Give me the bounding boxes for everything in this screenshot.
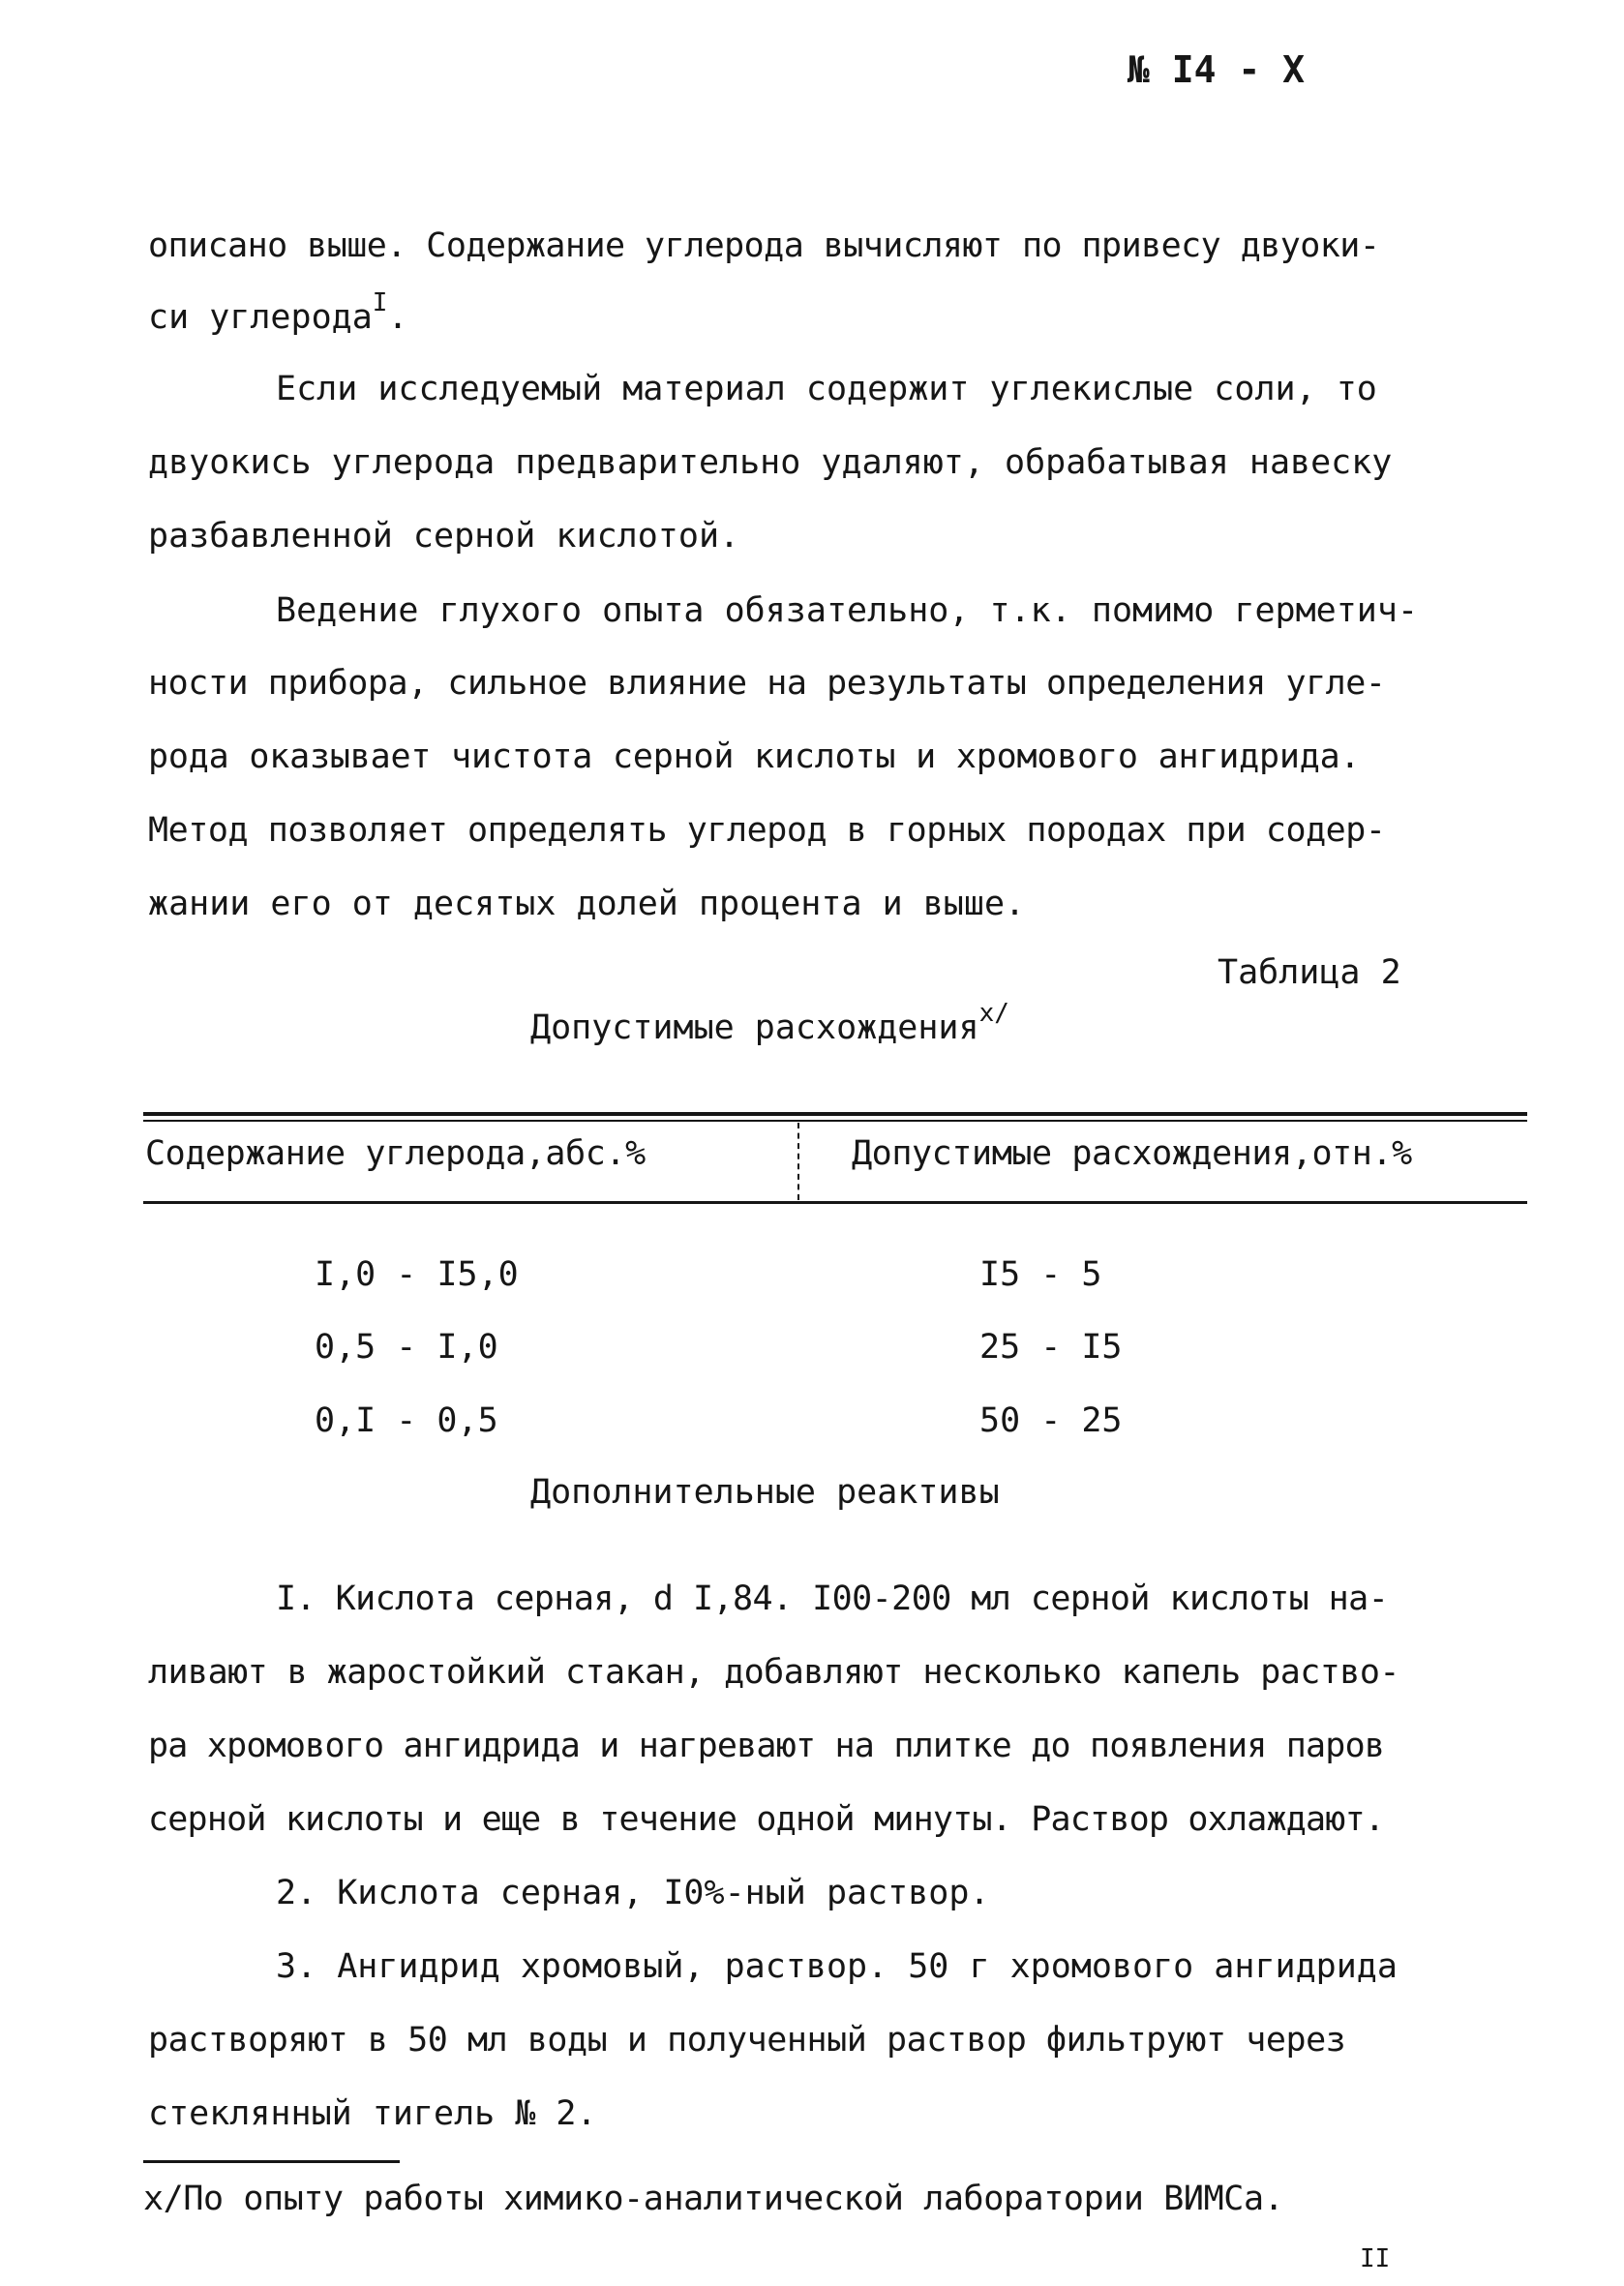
reagent-line: ливают в жаростойкий стакан, добавляют несколько капель раство-	[148, 1653, 1399, 1692]
table-cell: 0,5 - I,0	[315, 1328, 498, 1367]
body-line: описано выше. Содержание углерода вычисляют по привесу двуоки-	[148, 226, 1380, 265]
footnote-marker: I	[372, 288, 388, 317]
table-top-rule	[143, 1112, 1527, 1116]
body-line: ности прибора, сильное влияние на результаты определения угле-	[148, 664, 1386, 703]
document-number: № I4 - X	[1128, 48, 1306, 91]
body-line: си углерода$^I$.	[148, 288, 408, 337]
reagent-line: 2. Кислота серная, I0%-ный раствор.	[276, 1874, 990, 1912]
table-cell: I,0 - I5,0	[315, 1255, 519, 1294]
body-line: жании его от десятых долей процента и выше.	[148, 885, 1026, 923]
table-label: Таблица 2	[1218, 953, 1401, 992]
reagent-line: I. Кислота серная, d I,84. I00-200 мл серной кислоты на-	[276, 1579, 1389, 1618]
reagent-line: растворяют в 50 мл воды и полученный раствор фильтруют через	[148, 2021, 1346, 2060]
table-header-rule	[143, 1201, 1527, 1204]
table-column-header: Допустимые расхождения,отн.%	[852, 1134, 1412, 1173]
body-line: двуокись углерода предварительно удаляют, обрабатывая навеску	[148, 443, 1393, 482]
body-line: рода оказывает чистота серной кислоты и хромового ангидрида.	[148, 737, 1361, 776]
footnote-rule	[143, 2160, 400, 2163]
body-line: Если исследуемый материал содержит углекислые соли, то	[276, 370, 1377, 408]
table-cell: 25 - I5	[979, 1328, 1123, 1367]
table-cell: 0,I - 0,5	[315, 1401, 498, 1440]
reagent-line: ра хромового ангидрида и нагревают на плитке до появления паров	[148, 1727, 1385, 1765]
table-top-rule-thin	[143, 1120, 1527, 1122]
body-line: Метод позволяет определять углерод в горных породах при содер-	[148, 811, 1386, 850]
footnote-text: х/По опыту работы химико-аналитической лаборатории ВИМСа.	[143, 2180, 1284, 2218]
reagent-line: стеклянный тигель № 2.	[148, 2094, 597, 2133]
reagent-line: 3. Ангидрид хромовый, раствор. 50 г хромового ангидрида	[276, 1947, 1398, 1986]
table-column-divider	[797, 1123, 799, 1200]
page-number: II	[1360, 2244, 1391, 2273]
body-line: разбавленной серной кислотой.	[148, 517, 740, 556]
reagent-line: серной кислоты и еще в течение одной минуты. Раствор охлаждают.	[148, 1800, 1385, 1839]
table-title-footnote-ref: x/	[978, 999, 1009, 1028]
section-heading: Дополнительные реактивы	[530, 1473, 1000, 1512]
table-cell: 50 - 25	[979, 1401, 1123, 1440]
table-cell: I5 - 5	[979, 1255, 1102, 1294]
table-column-header: Содержание углерода,абс.%	[145, 1134, 646, 1173]
body-line: Ведение глухого опыта обязательно, т.к. помимо герметич-	[276, 591, 1419, 630]
table-title: Допустимые расхождения$^{x/}$	[530, 999, 1009, 1047]
